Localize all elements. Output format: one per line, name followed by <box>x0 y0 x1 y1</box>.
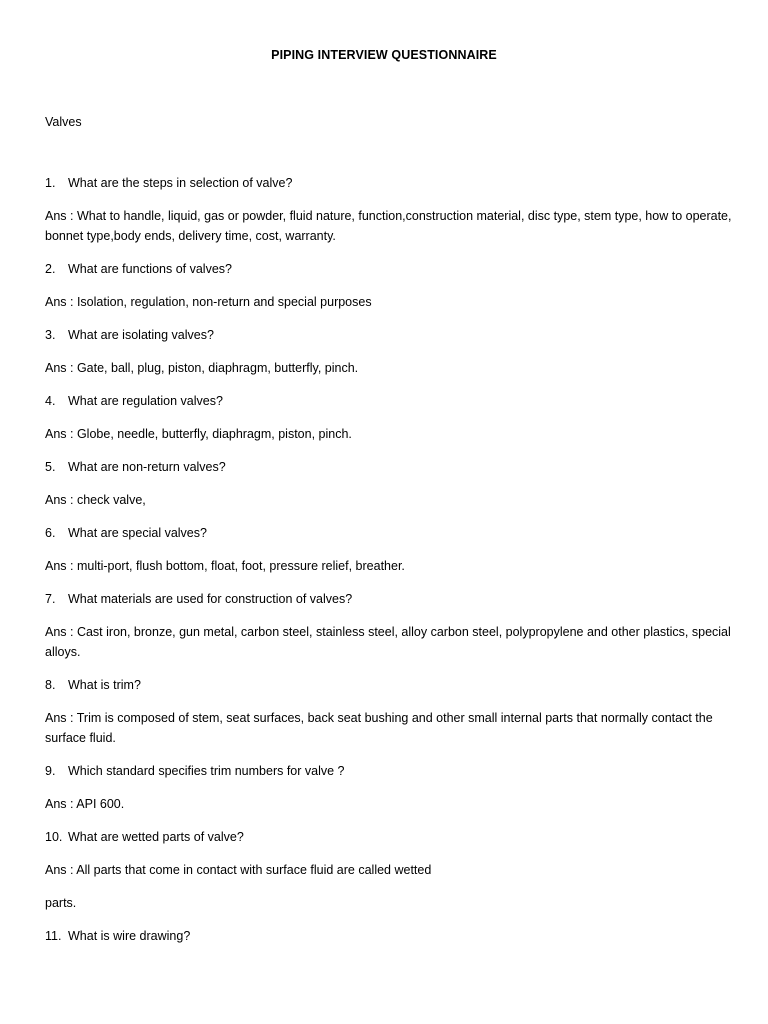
question <box>45 589 735 609</box>
question-text: What are regulation valves? <box>68 394 223 408</box>
question-text: What is trim? <box>68 678 141 692</box>
question-text: What are the steps in selection of valve? <box>68 176 293 190</box>
qa-list <box>45 173 735 959</box>
question-number: 11. <box>45 929 62 943</box>
answer: Ans : check valve, <box>45 493 146 507</box>
answer-continuation: parts. <box>45 896 77 910</box>
question-text: What are isolating valves? <box>68 328 214 342</box>
question-text: What materials are used for construction of valves? <box>68 592 353 606</box>
question-number: 10. <box>45 830 63 844</box>
question-text: What are non-return valves? <box>68 460 226 474</box>
answer: Ans : All parts that come in contact with surface fluid are called wetted <box>45 863 432 877</box>
question <box>45 259 735 279</box>
answer: Ans : API 600. <box>45 797 125 811</box>
question-number: 1. <box>45 176 56 190</box>
answer: Ans : Globe, needle, butterfly, diaphragm, piston, pinch. <box>45 427 352 441</box>
answer: Ans : Cast iron, bronze, gun metal, carbon steel, stainless steel, alloy carbon steel, polypropylene and other plastics, special alloys. <box>45 625 731 659</box>
question <box>45 173 735 193</box>
question-number: 6. <box>45 526 56 540</box>
question-number: 2. <box>45 262 56 276</box>
question <box>45 457 735 477</box>
question <box>45 761 735 781</box>
question-number: 7. <box>45 592 56 606</box>
answer: Ans : Gate, ball, plug, piston, diaphragm, butterfly, pinch. <box>45 361 359 375</box>
question-text: What are functions of valves? <box>68 262 232 276</box>
document-title: PIPING INTERVIEW QUESTIONNAIRE <box>271 48 497 62</box>
question <box>45 325 735 345</box>
question <box>45 391 735 411</box>
question-text: What are wetted parts of valve? <box>68 830 244 844</box>
question-number: 8. <box>45 678 56 692</box>
question <box>45 523 735 543</box>
answer: Ans : multi-port, flush bottom, float, foot, pressure relief, breather. <box>45 559 405 573</box>
question-text: What are special valves? <box>68 526 207 540</box>
answer: Ans : What to handle, liquid, gas or powder, fluid nature, function,construction material, disc type, stem type, how to operate, bonnet type,body ends, delivery time, cost, warranty. <box>45 209 732 243</box>
question-number: 4. <box>45 394 56 408</box>
question-text: Which standard specifies trim numbers for valve ? <box>68 764 345 778</box>
answer: Ans : Isolation, regulation, non-return and special purposes <box>45 295 372 309</box>
question-text: What is wire drawing? <box>68 929 191 943</box>
question <box>45 675 735 695</box>
section-heading: Valves <box>45 115 82 129</box>
question-number: 3. <box>45 328 56 342</box>
question-number: 9. <box>45 764 56 778</box>
question <box>45 827 735 847</box>
question-number: 5. <box>45 460 56 474</box>
question <box>45 926 735 946</box>
answer: Ans : Trim is composed of stem, seat surfaces, back seat bushing and other small internal parts that normally contact the surface fluid. <box>45 711 713 745</box>
